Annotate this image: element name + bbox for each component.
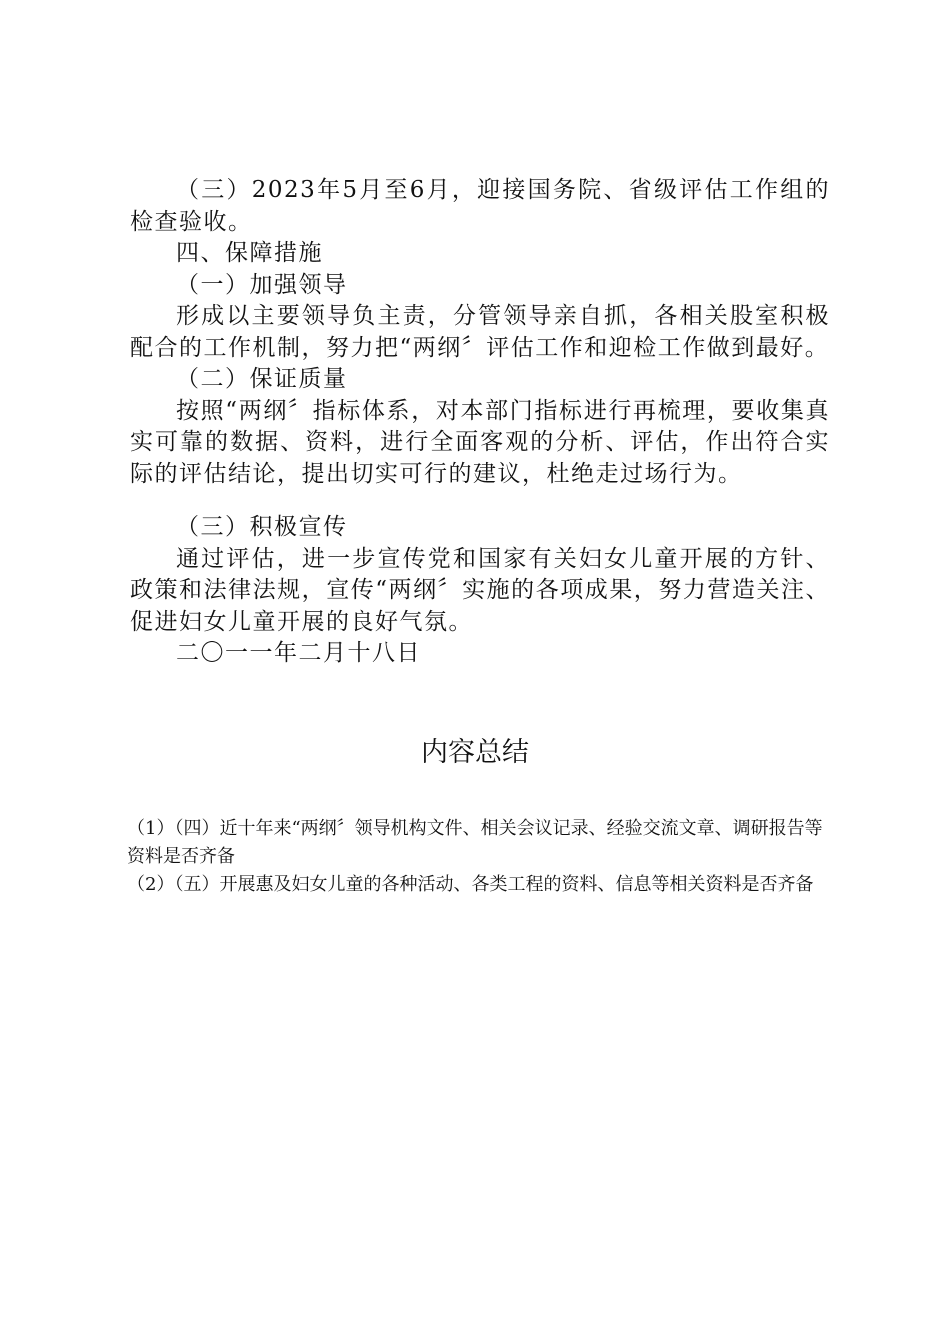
summary-item-2: （2）（五）开展惠及妇女儿童的各种活动、各类工程的资料、信息等相关资料是否齐备	[127, 874, 814, 895]
summary-list	[127, 815, 832, 899]
paragraph-publicity: 通过评估，进一步宣传党和国家有关妇女儿童开展的方针、政策和法律法规，宣传“两纲〞实施的各项成果，努力营造关注、促进妇女儿童开展的良好气氛。	[130, 545, 830, 635]
paragraph-inspection: （三）2023年5月至6月，迎接国务院、省级评估工作组的检查验收。	[130, 177, 830, 235]
document-date: 二〇一一年二月十八日	[176, 640, 421, 666]
heading-safeguards: 四、保障措施	[176, 240, 323, 266]
subheading-quality: （二）保证质量	[176, 366, 348, 392]
paragraph-leadership: 形成以主要领导负主责，分管领导亲自抓，各相关股室积极配合的工作机制，努力把“两纲〞评估工作和迎检工作做到最好。	[130, 303, 830, 361]
document-body	[130, 175, 830, 670]
paragraph-quality: 按照“两纲〞指标体系，对本部门指标进行再梳理，要收集真实可靠的数据、资料，进行全面客观的分析、评估，作出符合实际的评估结论，提出切实可行的建议，杜绝走过场行为。	[130, 397, 830, 487]
subheading-publicity: （三）积极宣传	[176, 514, 348, 540]
subheading-leadership: （一）加强领导	[176, 271, 348, 298]
summary-item-1: （1）（四）近十年来“两纲〞领导机构文件、相关会议记录、经验交流文章、调研报告等资料是否齐备	[127, 818, 823, 867]
summary-title: 内容总结	[421, 737, 529, 768]
